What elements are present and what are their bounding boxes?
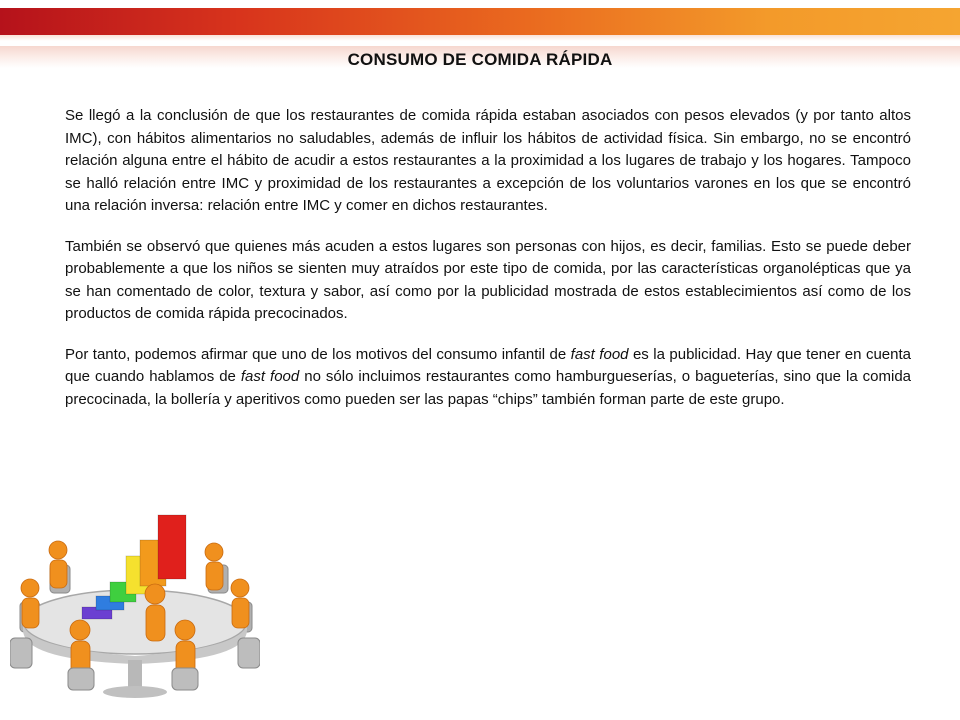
slide-body (65, 105, 911, 429)
fast-food-term-1: fast food (570, 345, 629, 363)
paragraph-1: Se llegó a la conclusión de que los restaurantes de comida rápida estaban asociados con pesos elevados (y por tanto altos IMC), con hábitos alimentarios no saludables, además de influir los hábitos de actividad física. Sin embargo, no se encontró relación alguna entre el hábito de acudir a estos restaurantes a la proximidad a los lugares de trabajo y los hogares. Tampoco se halló relación entre IMC y proximidad de los restaurantes a excepción de los voluntarios varones en los que se encontró una relación inversa: relación entre IMC y comer en dichos restaurantes. (65, 107, 911, 214)
paragraph-3-text-3: no sólo incluimos restaurantes como hamburgueserías, o bagueterías, sino que la comida precocinada, la bollería y aperitivos como pueden ser las papas “chips” también forman parte de este grupo. (65, 368, 911, 408)
header-gradient-bar (0, 8, 960, 35)
table-icon (23, 590, 247, 698)
fast-food-term-2: fast food (240, 368, 300, 385)
slide-title: CONSUMO DE COMIDA RÁPIDA (347, 50, 613, 69)
paragraph-3 (65, 344, 911, 412)
header-bar-shadow (0, 35, 960, 41)
paragraph-3-text-1: Por tanto, podemos afirmar que uno de los motivos del consumo infantil de (65, 345, 571, 363)
meeting-chart-illustration-icon (10, 510, 260, 715)
paragraph-3-text-2: es la publicidad. Hay que tener en cuenta que cuando hablamos de (65, 345, 911, 385)
paragraph-2: También se observó que quienes más acuden a estos lugares son personas con hijos, es decir, familias. Esto se puede deber probablemente a que los niños se sienten muy atraídos por este tipo de comida, por las características organolépticas que ya se han comentado de color, textura y sabor, así como por la publicidad mostrada de estos establecimientos así como de los productos de comida rápida precocinados. (65, 237, 911, 322)
